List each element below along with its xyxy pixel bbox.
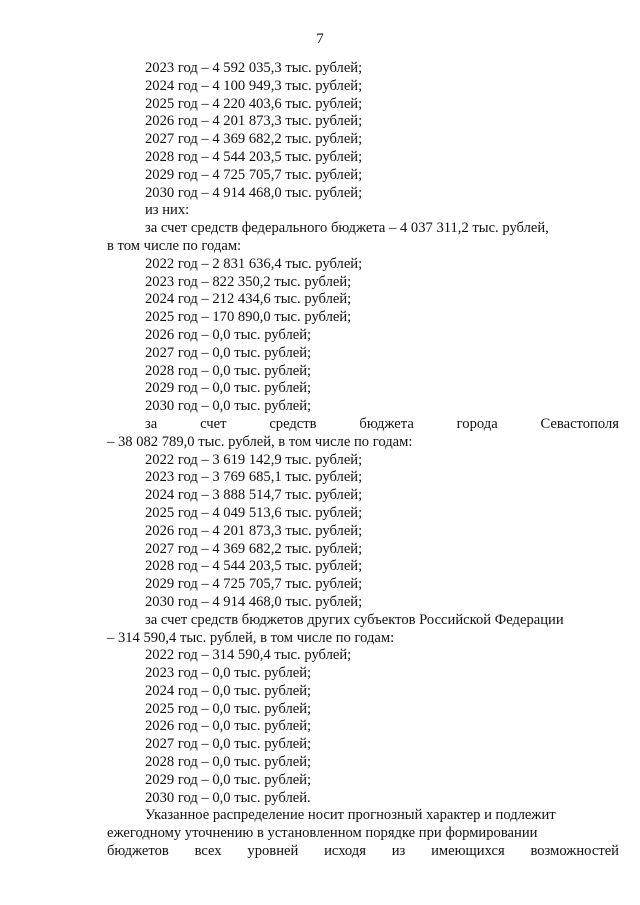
year-line: 2030 год – 4 914 468,0 тыс. рублей; [145, 184, 363, 201]
year-line: 2030 год – 0,0 тыс. рублей. [145, 789, 311, 806]
other-subjects-section [107, 612, 619, 808]
year-line: 2026 год – 4 201 873,3 тыс. рублей; [145, 522, 363, 539]
year-line: 2027 год – 0,0 тыс. рублей; [145, 344, 312, 361]
year-line: 2023 год – 822 350,2 тыс. рублей; [145, 273, 352, 290]
year-line: 2030 год – 0,0 тыс. рублей; [145, 398, 312, 415]
year-line: 2030 год – 4 914 468,0 тыс. рублей; [145, 593, 363, 610]
year-line: 2028 год – 0,0 тыс. рублей; [145, 754, 312, 771]
closing-word: уровней [247, 843, 299, 860]
closing-word: бюджетов [107, 843, 169, 860]
year-line: 2022 год – 3 619 142,9 тыс. рублей; [145, 451, 363, 468]
year-line: 2025 год – 4 220 403,6 тыс. рублей; [145, 95, 363, 112]
total-years-list [107, 60, 619, 202]
year-line: 2026 год – 0,0 тыс. рублей; [145, 326, 312, 343]
sevastopol-budget-section [107, 416, 619, 612]
federal-budget-section [107, 220, 619, 416]
year-line: 2029 год – 0,0 тыс. рублей; [145, 771, 312, 788]
year-line: 2029 год – 4 725 705,7 тыс. рублей; [145, 166, 363, 183]
year-line: 2023 год – 3 769 685,1 тыс. рублей; [145, 469, 363, 486]
year-line: 2026 год – 0,0 тыс. рублей; [145, 718, 312, 735]
page-number: 7 [316, 31, 324, 47]
year-line: 2023 год – 4 592 035,3 тыс. рублей; [145, 60, 363, 76]
of-them-label: из них: [145, 202, 190, 219]
year-line: 2029 год – 4 725 705,7 тыс. рублей; [145, 576, 363, 593]
federal-intro-text: за счет средств федерального бюджета – 4 037 311,2 тыс. рублей, [145, 220, 549, 237]
year-line: 2027 год – 0,0 тыс. рублей; [145, 736, 312, 753]
closing-line-justified [107, 843, 619, 861]
year-line: 2027 год – 4 369 682,2 тыс. рублей; [145, 540, 363, 557]
closing-word: исходя [324, 843, 366, 860]
closing-line: Указанное распределение носит прогнозный характер и подлежит [145, 807, 556, 824]
year-line: 2028 год – 4 544 203,5 тыс. рублей; [145, 148, 363, 165]
intro-word: за [145, 415, 158, 432]
year-line: 2028 год – 4 544 203,5 тыс. рублей; [145, 558, 363, 575]
intro-word: средств [269, 415, 317, 432]
document-body [107, 60, 619, 861]
federal-intro-cont: в том числе по годам: [107, 237, 242, 254]
intro-word: города [456, 415, 498, 432]
year-line: 2029 год – 0,0 тыс. рублей; [145, 380, 312, 397]
intro-word: Севастополя [540, 415, 619, 432]
year-line: 2025 год – 170 890,0 тыс. рублей; [145, 309, 352, 326]
closing-word: возможностей [530, 843, 619, 860]
year-line: 2024 год – 0,0 тыс. рублей; [145, 682, 312, 699]
other-subjects-intro: за счет средств бюджетов других субъектов Российской Федерации [145, 611, 564, 628]
federal-intro [107, 220, 619, 238]
year-line: 2024 год – 4 100 949,3 тыс. рублей; [145, 77, 363, 94]
closing-word: всех [194, 843, 222, 860]
year-line: 2026 год – 4 201 873,3 тыс. рублей; [145, 113, 363, 130]
year-line: 2025 год – 4 049 513,6 тыс. рублей; [145, 504, 363, 521]
year-line: 2023 год – 0,0 тыс. рублей; [145, 665, 312, 682]
year-line: 2022 год – 2 831 636,4 тыс. рублей; [145, 255, 363, 272]
other-subjects-intro-cont: – 314 590,4 тыс. рублей, в том числе по годам: [107, 629, 395, 646]
closing-line: ежегодному уточнению в установленном порядке при формировании [107, 825, 538, 842]
year-line: 2022 год – 314 590,4 тыс. рублей; [145, 647, 352, 664]
intro-word: бюджета [359, 415, 414, 432]
year-line: 2028 год – 0,0 тыс. рублей; [145, 362, 312, 379]
closing-paragraph [107, 807, 619, 860]
year-line: 2024 год – 3 888 514,7 тыс. рублей; [145, 487, 363, 504]
closing-word: имеющихся [431, 843, 505, 860]
year-line: 2027 год – 4 369 682,2 тыс. рублей; [145, 131, 363, 148]
closing-word: из [391, 843, 406, 860]
year-line: 2025 год – 0,0 тыс. рублей; [145, 700, 312, 717]
intro-word: счет [200, 415, 227, 432]
sevastopol-intro [107, 416, 619, 434]
sevastopol-intro-cont: – 38 082 789,0 тыс. рублей, в том числе по годам: [107, 433, 413, 450]
year-line: 2024 год – 212 434,6 тыс. рублей; [145, 291, 352, 308]
